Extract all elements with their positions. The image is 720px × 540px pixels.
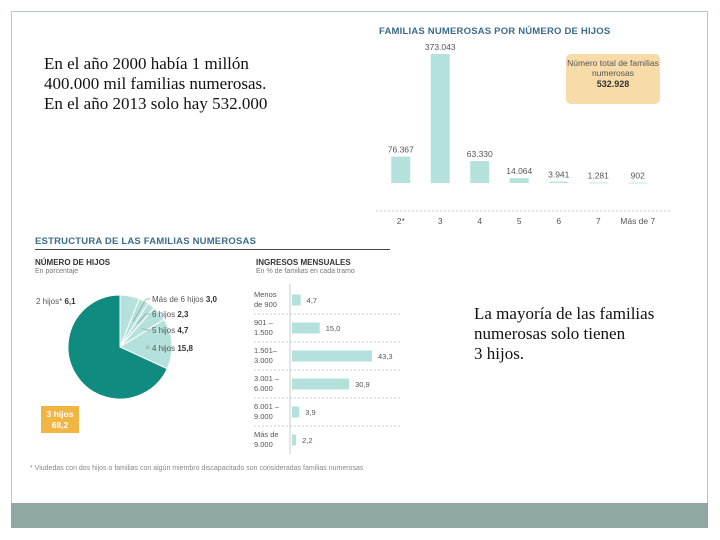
top-chart-title: FAMILIAS NUMEROSAS POR NÚMERO DE HIJOS: [379, 26, 611, 37]
bar: [589, 183, 608, 184]
pie-value: 15,8: [177, 344, 193, 353]
pie-label: Más de 6 hijos 3,0: [152, 295, 217, 304]
income-category-label: Menos: [254, 290, 277, 299]
bar-value-label: 902: [630, 170, 645, 181]
income-value-label: 2,2: [302, 436, 313, 445]
pie-value: 4,7: [177, 326, 189, 335]
income-category-label: 9.000: [254, 412, 273, 421]
income-bar: [292, 351, 372, 362]
pie-value: 3,0: [205, 295, 217, 304]
pie-title: NÚMERO DE HIJOS: [35, 258, 111, 267]
bar-value-label: 63.330: [466, 149, 493, 160]
note-text: [474, 304, 694, 364]
income-category-label: 6.000: [254, 384, 273, 393]
x-tick-label: Más de 7: [620, 216, 656, 226]
income-value-label: 30,9: [355, 380, 370, 389]
bar-value-label: 373.043: [424, 42, 456, 52]
income-value-label: 15,0: [325, 324, 341, 333]
income-value-label: 43,3: [378, 352, 393, 361]
pie-label: 2 hijos* 6,1: [36, 297, 76, 306]
bar: [431, 54, 450, 183]
income-category-label: 1.501–: [254, 346, 277, 355]
income-bar: [292, 379, 349, 390]
income-category-label: 3.000: [254, 356, 273, 365]
structure-title: ESTRUCTURA DE LAS FAMILIAS NUMEROSAS: [35, 236, 257, 247]
intro-line: En el año 2013 solo hay 532.000: [44, 94, 268, 113]
income-category-label: 9.000: [254, 440, 273, 449]
total-value: 532.928: [596, 79, 630, 89]
pie-label: 4 hijos 15,8: [152, 344, 193, 353]
bar-value-label: 14.064: [506, 166, 533, 177]
intro-line: En el año 2000 había 1 millón: [44, 54, 249, 73]
income-category-label: 3.001 –: [254, 374, 280, 383]
bar: [510, 178, 529, 183]
note-line: numerosas solo tienen: [474, 324, 626, 343]
bar: [549, 182, 568, 183]
total-label: Número total de familias numerosas: [567, 58, 659, 78]
pie-label: 3 hijos: [46, 409, 74, 419]
x-tick-label: 2*: [396, 216, 405, 226]
income-category-label: 901 –: [254, 318, 273, 327]
income-category-label: de 900: [254, 300, 277, 309]
bar-value-label: 76.367: [387, 144, 414, 155]
bar: [470, 161, 489, 183]
x-tick-label: 7: [595, 216, 601, 226]
pie-label: 5 hijos 4,7: [152, 326, 189, 335]
income-category-label: 6.001 –: [254, 402, 280, 411]
x-tick-label: 5: [516, 216, 522, 226]
income-value-label: 4,7: [306, 296, 318, 305]
x-tick-label: 3: [437, 216, 443, 226]
bar: [628, 183, 647, 184]
pie-value: 2,3: [177, 310, 189, 319]
bottom-bar: [11, 503, 708, 528]
top-bar-chart: [370, 40, 690, 235]
children-pie-chart: [28, 282, 248, 442]
income-subtitle: En % de familias en cada tramo: [256, 268, 355, 275]
income-bar-chart: [252, 284, 412, 459]
bar: [391, 157, 410, 183]
pie-value: 6,1: [64, 297, 76, 306]
intro-line: 400.000 mil familias numerosas.: [44, 74, 267, 93]
x-tick-label: 6: [556, 216, 562, 226]
structure-rule: [35, 249, 390, 250]
note-line: La mayoría de las familias: [474, 304, 655, 323]
pie-value: 68,2: [51, 420, 69, 430]
x-tick-label: 4: [477, 216, 483, 226]
income-bar: [292, 295, 301, 306]
intro-text: [44, 54, 364, 114]
pie-label: 6 hijos 2,3: [152, 310, 189, 319]
bar-value-label: 1.281: [587, 170, 609, 181]
income-bar: [292, 435, 296, 446]
income-category-label: Más de: [254, 430, 279, 439]
bar-value-label: 3.941: [548, 169, 570, 180]
note-line: 3 hijos.: [474, 344, 525, 363]
income-bar: [292, 323, 320, 334]
income-value-label: 3,9: [305, 408, 316, 417]
income-category-label: 1.500: [254, 328, 273, 337]
income-bar: [292, 407, 299, 418]
income-title: INGRESOS MENSUALES: [256, 258, 351, 267]
footnote: * Viudedas con dos hijos o familias con algún miembro discapacitado son consideradas familias numerosas: [30, 465, 364, 472]
pie-subtitle: En porcentaje: [35, 268, 79, 275]
